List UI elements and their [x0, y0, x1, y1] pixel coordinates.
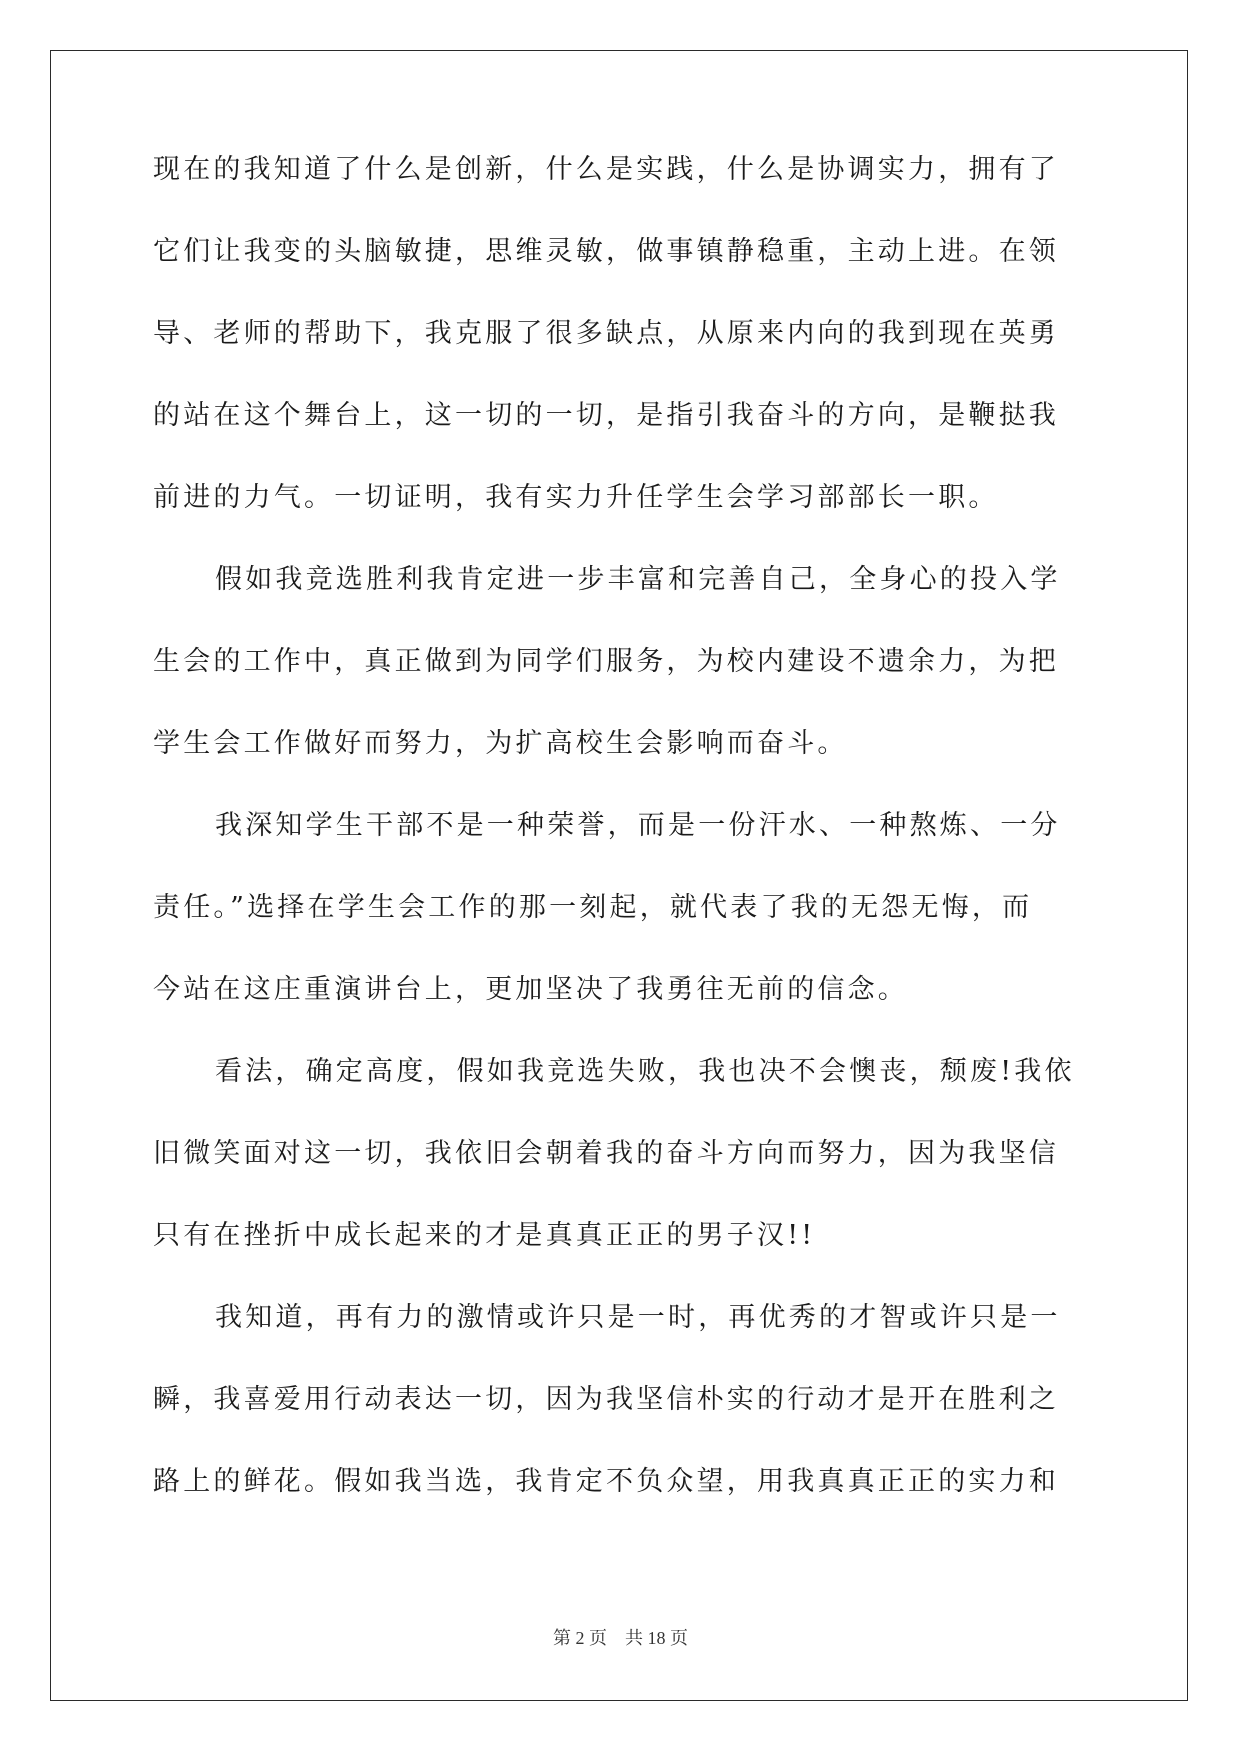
text-line: 现在的我知道了什么是创新，什么是实践，什么是协调实力，拥有了 — [153, 154, 1059, 185]
paragraph-first-line: 看法，确定高度，假如我竞选失败，我也决不会懊丧，颓废!我依 — [215, 1056, 1075, 1087]
text-line: 路上的鲜花。假如我当选，我肯定不负众望，用我真真正正的实力和 — [153, 1466, 1059, 1497]
text-line: 瞬，我喜爱用行动表达一切，因为我坚信朴实的行动才是开在胜利之 — [153, 1384, 1059, 1415]
document-body — [153, 150, 1093, 1544]
text-line: 的站在这个舞台上，这一切的一切，是指引我奋斗的方向，是鞭挞我 — [153, 400, 1059, 431]
text-line: 导、老师的帮助下，我克服了很多缺点，从原来内向的我到现在英勇 — [153, 318, 1059, 349]
paragraph-first-line: 我知道，再有力的激情或许只是一时，再优秀的才智或许只是一 — [215, 1302, 1061, 1333]
text-line: 今站在这庄重演讲台上，更加坚决了我勇往无前的信念。 — [153, 974, 908, 1005]
text-line: 它们让我变的头脑敏捷，思维灵敏，做事镇静稳重，主动上进。在领 — [153, 236, 1059, 267]
text-line: 前进的力气。一切证明，我有实力升任学生会学习部部长一职。 — [153, 482, 999, 513]
text-line: 责任。”选择在学生会工作的那一刻起，就代表了我的无怨无悔，而 — [153, 892, 1033, 923]
paragraph-first-line: 我深知学生干部不是一种荣誉，而是一份汗水、一种熬炼、一分 — [215, 810, 1061, 841]
text-line: 学生会工作做好而努力，为扩高校生会影响而奋斗。 — [153, 728, 848, 759]
text-line: 旧微笑面对这一切，我依旧会朝着我的奋斗方向而努力，因为我坚信 — [153, 1138, 1059, 1169]
text-line: 只有在挫折中成长起来的才是真真正正的男子汉!! — [153, 1220, 816, 1251]
page-number-footer: 第 2 页 共 18 页 — [553, 1628, 688, 1648]
paragraph-first-line: 假如我竞选胜利我肯定进一步丰富和完善自己，全身心的投入学 — [215, 564, 1061, 595]
text-line: 生会的工作中，真正做到为同学们服务，为校内建设不遗余力，为把 — [153, 646, 1059, 677]
